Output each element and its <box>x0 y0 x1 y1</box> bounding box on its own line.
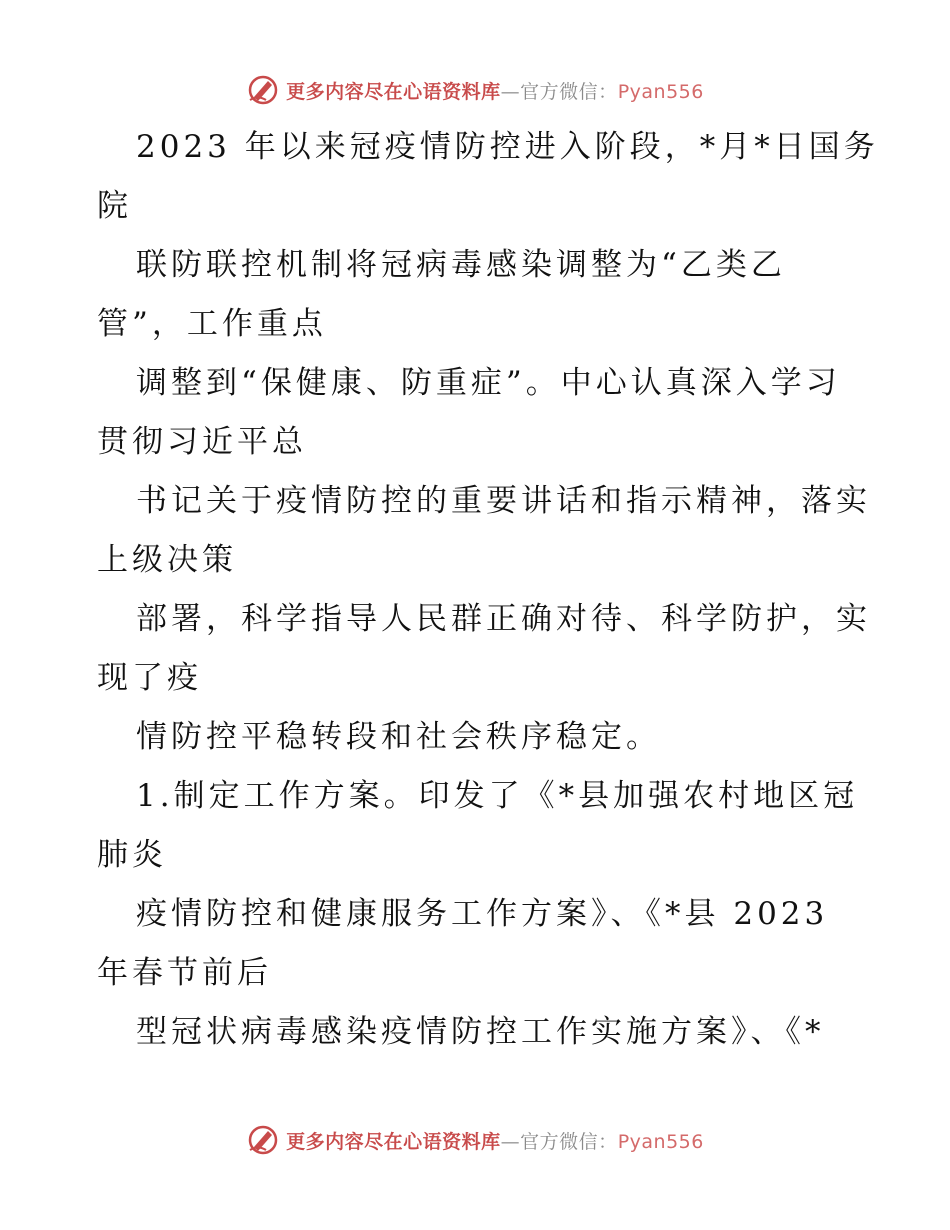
footer-watermark-banner <box>0 1120 950 1160</box>
body-line: 2023 年以来冠疫情防控进入阶段，*月*日国务 <box>136 129 879 165</box>
banner-wechat-id: Pyan556 <box>617 1130 704 1153</box>
body-line: 部署，科学指导人民群正确对待、科学防护，实 <box>136 601 871 637</box>
banner-wechat-id: Pyan556 <box>617 80 704 103</box>
banner-text <box>286 77 704 104</box>
banner-main-text: 更多内容尽在心语资料库 <box>286 1130 501 1153</box>
body-line: 院 <box>97 188 132 224</box>
body-line: 肺炎 <box>97 837 167 873</box>
header-watermark-banner <box>0 70 950 110</box>
banner-wechat-label: 官方微信： <box>520 1130 618 1153</box>
body-line: 情防控平稳转段和社会秩序稳定。 <box>136 719 661 755</box>
banner-main-text: 更多内容尽在心语资料库 <box>286 80 501 103</box>
body-line: 上级决策 <box>97 542 237 578</box>
body-line: 调整到“保健康、防重症”。中心认真深入学习 <box>136 365 841 401</box>
body-line: 管”，工作重点 <box>97 306 327 342</box>
banner-dash: — <box>500 1130 521 1153</box>
banner-dash: — <box>500 80 521 103</box>
banner-text <box>286 1127 704 1154</box>
body-line: 疫情防控和健康服务工作方案》、《*县 2023 <box>136 896 829 932</box>
banner-wechat-label: 官方微信： <box>520 80 618 103</box>
book-pen-logo-icon <box>246 73 280 107</box>
body-line: 书记关于疫情防控的重要讲话和指示精神，落实 <box>136 483 871 519</box>
book-pen-logo-icon <box>246 1123 280 1157</box>
body-line: 1.制定工作方案。印发了《*县加强农村地区冠 <box>136 778 859 814</box>
body-line: 现了疫 <box>97 660 202 696</box>
body-line: 贯彻习近平总 <box>97 424 307 460</box>
body-line: 型冠状病毒感染疫情防控工作实施方案》、《* <box>136 1014 825 1050</box>
body-line: 年春节前后 <box>97 955 272 991</box>
body-line: 联防联控机制将冠病毒感染调整为“乙类乙 <box>136 247 786 283</box>
